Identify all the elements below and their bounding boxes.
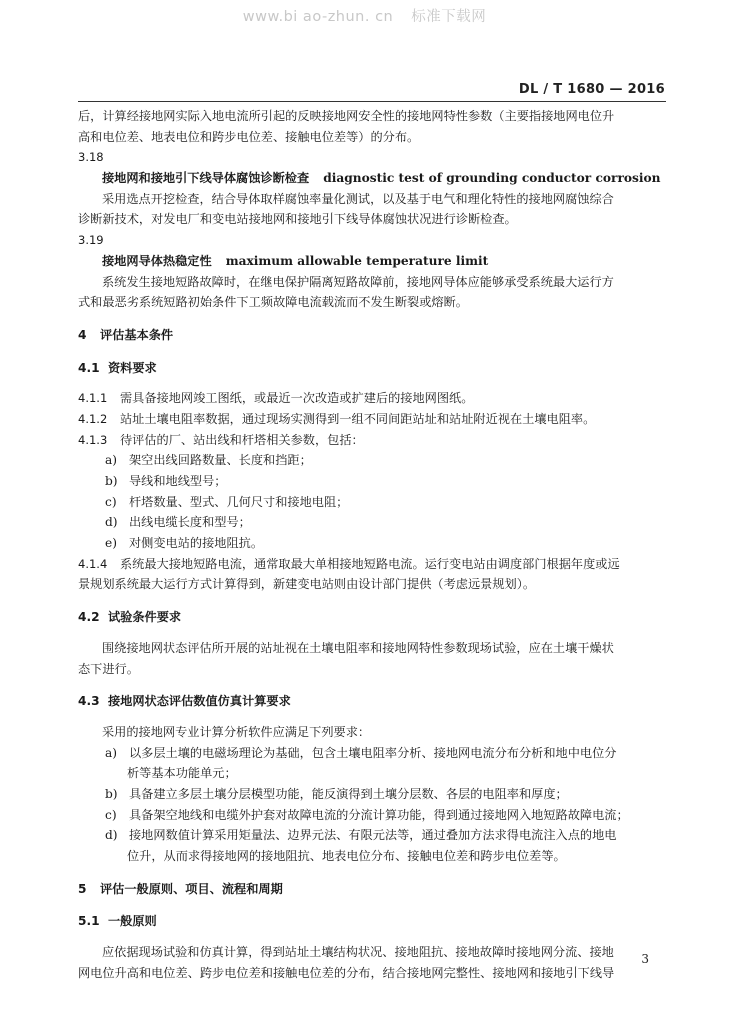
list-item-text: 接地网数值计算采用矩量法、边界元法、有限元法等，通过叠加方法求得电流注入点的地电 [129,828,617,843]
document-number: DL / T 1680 — 2016 [518,82,665,97]
definition-3-18-line-1: 采用选点开挖检查，结合导体取样腐蚀率量化测试，以及基于电气和理化特性的接地网腐蚀综合 [102,191,614,206]
list-item-text: 以多层土壤的电磁场理论为基础，包含土壤电阻率分析、接地网电流分布分析和地中电位分 [129,745,617,760]
heading-5-title: 评估一般原则、项目、流程和周期 [100,881,283,896]
list-item-label: c) [105,494,117,509]
heading-5 [78,879,666,900]
heading-4-3-title: 接地网状态评估数值仿真计算要求 [108,694,291,709]
list-item-text: 架空出线回路数量、长度和挡距； [129,453,312,468]
req-item-a [78,743,666,764]
list-item-label: d) [105,828,118,843]
list-item-label: e) [105,536,117,551]
req-item-b [78,784,666,805]
header-rule [78,101,666,102]
heading-4-1 [78,358,666,379]
req-item-d [78,825,666,846]
heading-4-2-number: 4.2 [78,610,100,625]
heading-5-1-number: 5.1 [78,914,100,929]
heading-4-1-title: 资料要求 [108,360,157,375]
clause-5-1-line-2: 网电位升高和电位差、跨步电位差和接触电位差的分布，结合接地网完整性、接地网和接地引下线导 [78,965,615,980]
watermark [0,5,729,26]
heading-4-number: 4 [78,327,87,342]
list-item-label: b) [105,474,118,488]
page-body [78,106,666,983]
list-item-text: 具备架空地线和电缆外护套对故障电流的分流计算功能，得到通过接地网入地短路故障电流； [129,807,629,822]
watermark-url: www.bi ao-zhun. cn [242,9,394,25]
list-item-text: 导线和地线型号； [129,474,227,488]
list-item-c [78,492,666,513]
watermark-site-name: 标准下载网 [411,9,487,25]
req-item-c [78,805,666,826]
list-item-text: 杆塔数量、型式、几何尺寸和接地电阻； [129,494,349,509]
clause-4-3-intro: 采用的接地网专业计算分析软件应满足下列要求： [102,724,371,739]
list-item-label: c) [105,807,117,822]
list-item-b [78,471,666,492]
term-3-18 [78,168,666,189]
intro-line-2: 高和电位差、地表电位和跨步电位差、接触电位差等）的分布。 [78,129,420,144]
heading-4-title: 评估基本条件 [100,327,174,342]
term-3-18-chinese: 接地网和接地引下线导体腐蚀诊断检查 [102,171,310,186]
clause-4-1-4 [78,554,666,575]
list-item-text: 出线电缆长度和型号； [129,515,251,530]
req-item-d-line-2: 位升，从而求得接地网的接地阻抗、地表电位分布、接触电位差和跨步电位差等。 [127,849,566,863]
heading-4 [78,325,666,346]
heading-5-1-title: 一般原则 [108,914,157,929]
intro-line-1: 后，计算经接地网实际入地电流所引起的反映接地网安全性的接地网特性参数（主要指接地网电位升 [78,109,615,123]
clause-5-1-line-1: 应依据现场试验和仿真计算，得到站址土壤结构状况、接地阻抗、接地故障时接地网分流、接地 [102,945,614,960]
heading-4-2 [78,607,666,628]
clause-4-1-4-text-line-1: 系统最大接地短路电流，通常取最大单相接地短路电流。运行变电站由调度部门根据年度或远 [120,556,620,571]
page-number: 3 [641,952,649,966]
term-3-19-english: maximum allowable temperature limit [225,253,489,268]
heading-4-3 [78,691,666,712]
clause-number-3-19: 3.19 [78,233,104,248]
list-item-a [78,450,666,471]
heading-5-1 [78,911,666,932]
heading-4-1-number: 4.1 [78,360,100,375]
term-3-18-english: diagnostic test of grounding conductor corrosion [323,171,661,186]
clause-4-1-3 [78,430,666,451]
term-3-19-chinese: 接地网导体热稳定性 [102,253,212,268]
clause-4-1-4-number: 4.1.4 [78,556,108,571]
list-item-e [78,533,666,554]
clause-4-2-line-1: 围绕接地网状态评估所开展的站址视在土壤电阻率和接地网特性参数现场试验，应在土壤干燥状 [102,640,614,655]
heading-5-number: 5 [78,881,87,896]
clause-4-1-2 [78,409,666,430]
list-item-label: a) [105,453,118,468]
clause-4-1-3-number: 4.1.3 [78,432,108,447]
list-item-text: 具备建立多层土壤分层模型功能，能反演得到土壤分层数、各层的电阻率和厚度； [129,786,568,801]
clause-4-1-4-text-line-2: 景规划系统最大运行方式计算得到，新建变电站则由设计部门提供（考虑远景规划）。 [78,577,536,592]
list-item-d [78,512,666,533]
list-item-label: d) [105,515,118,530]
clause-4-1-1-number: 4.1.1 [78,391,108,406]
list-item-label: b) [105,786,118,801]
clause-4-1-2-text: 站址土壤电阻率数据，通过现场实测得到一组不同间距站址和站址附近视在土壤电阻率。 [120,411,596,426]
term-3-19 [78,251,666,272]
clause-4-1-2-number: 4.1.2 [78,411,108,426]
definition-3-18-line-2: 诊断新技术，对发电厂和变电站接地网和接地引下线导体腐蚀状况进行诊断检查。 [78,212,517,227]
clause-4-1-3-text: 待评估的厂、站出线和杆塔相关参数，包括： [120,432,364,447]
list-item-text: 对侧变电站的接地阻抗。 [129,536,264,551]
heading-4-2-title: 试验条件要求 [108,610,182,625]
heading-4-3-number: 4.3 [78,694,100,709]
req-item-a-line-2: 析等基本功能单元； [127,766,237,781]
clause-4-2-line-2: 态下进行。 [78,661,139,676]
clause-4-1-1 [78,388,666,409]
list-item-label: a) [105,745,118,760]
clause-4-1-1-text: 需具备接地网竣工图纸，或最近一次改造或扩建后的接地网图纸。 [120,391,474,406]
definition-3-19-line-2: 式和最恶劣系统短路初始条件下工频故障电流载流而不发生断裂或熔断。 [78,295,468,310]
clause-number-3-18: 3.18 [78,150,104,165]
definition-3-19-line-1: 系统发生接地短路故障时，在继电保护隔离短路故障前，接地网导体应能够承受系统最大运行方 [102,274,614,289]
